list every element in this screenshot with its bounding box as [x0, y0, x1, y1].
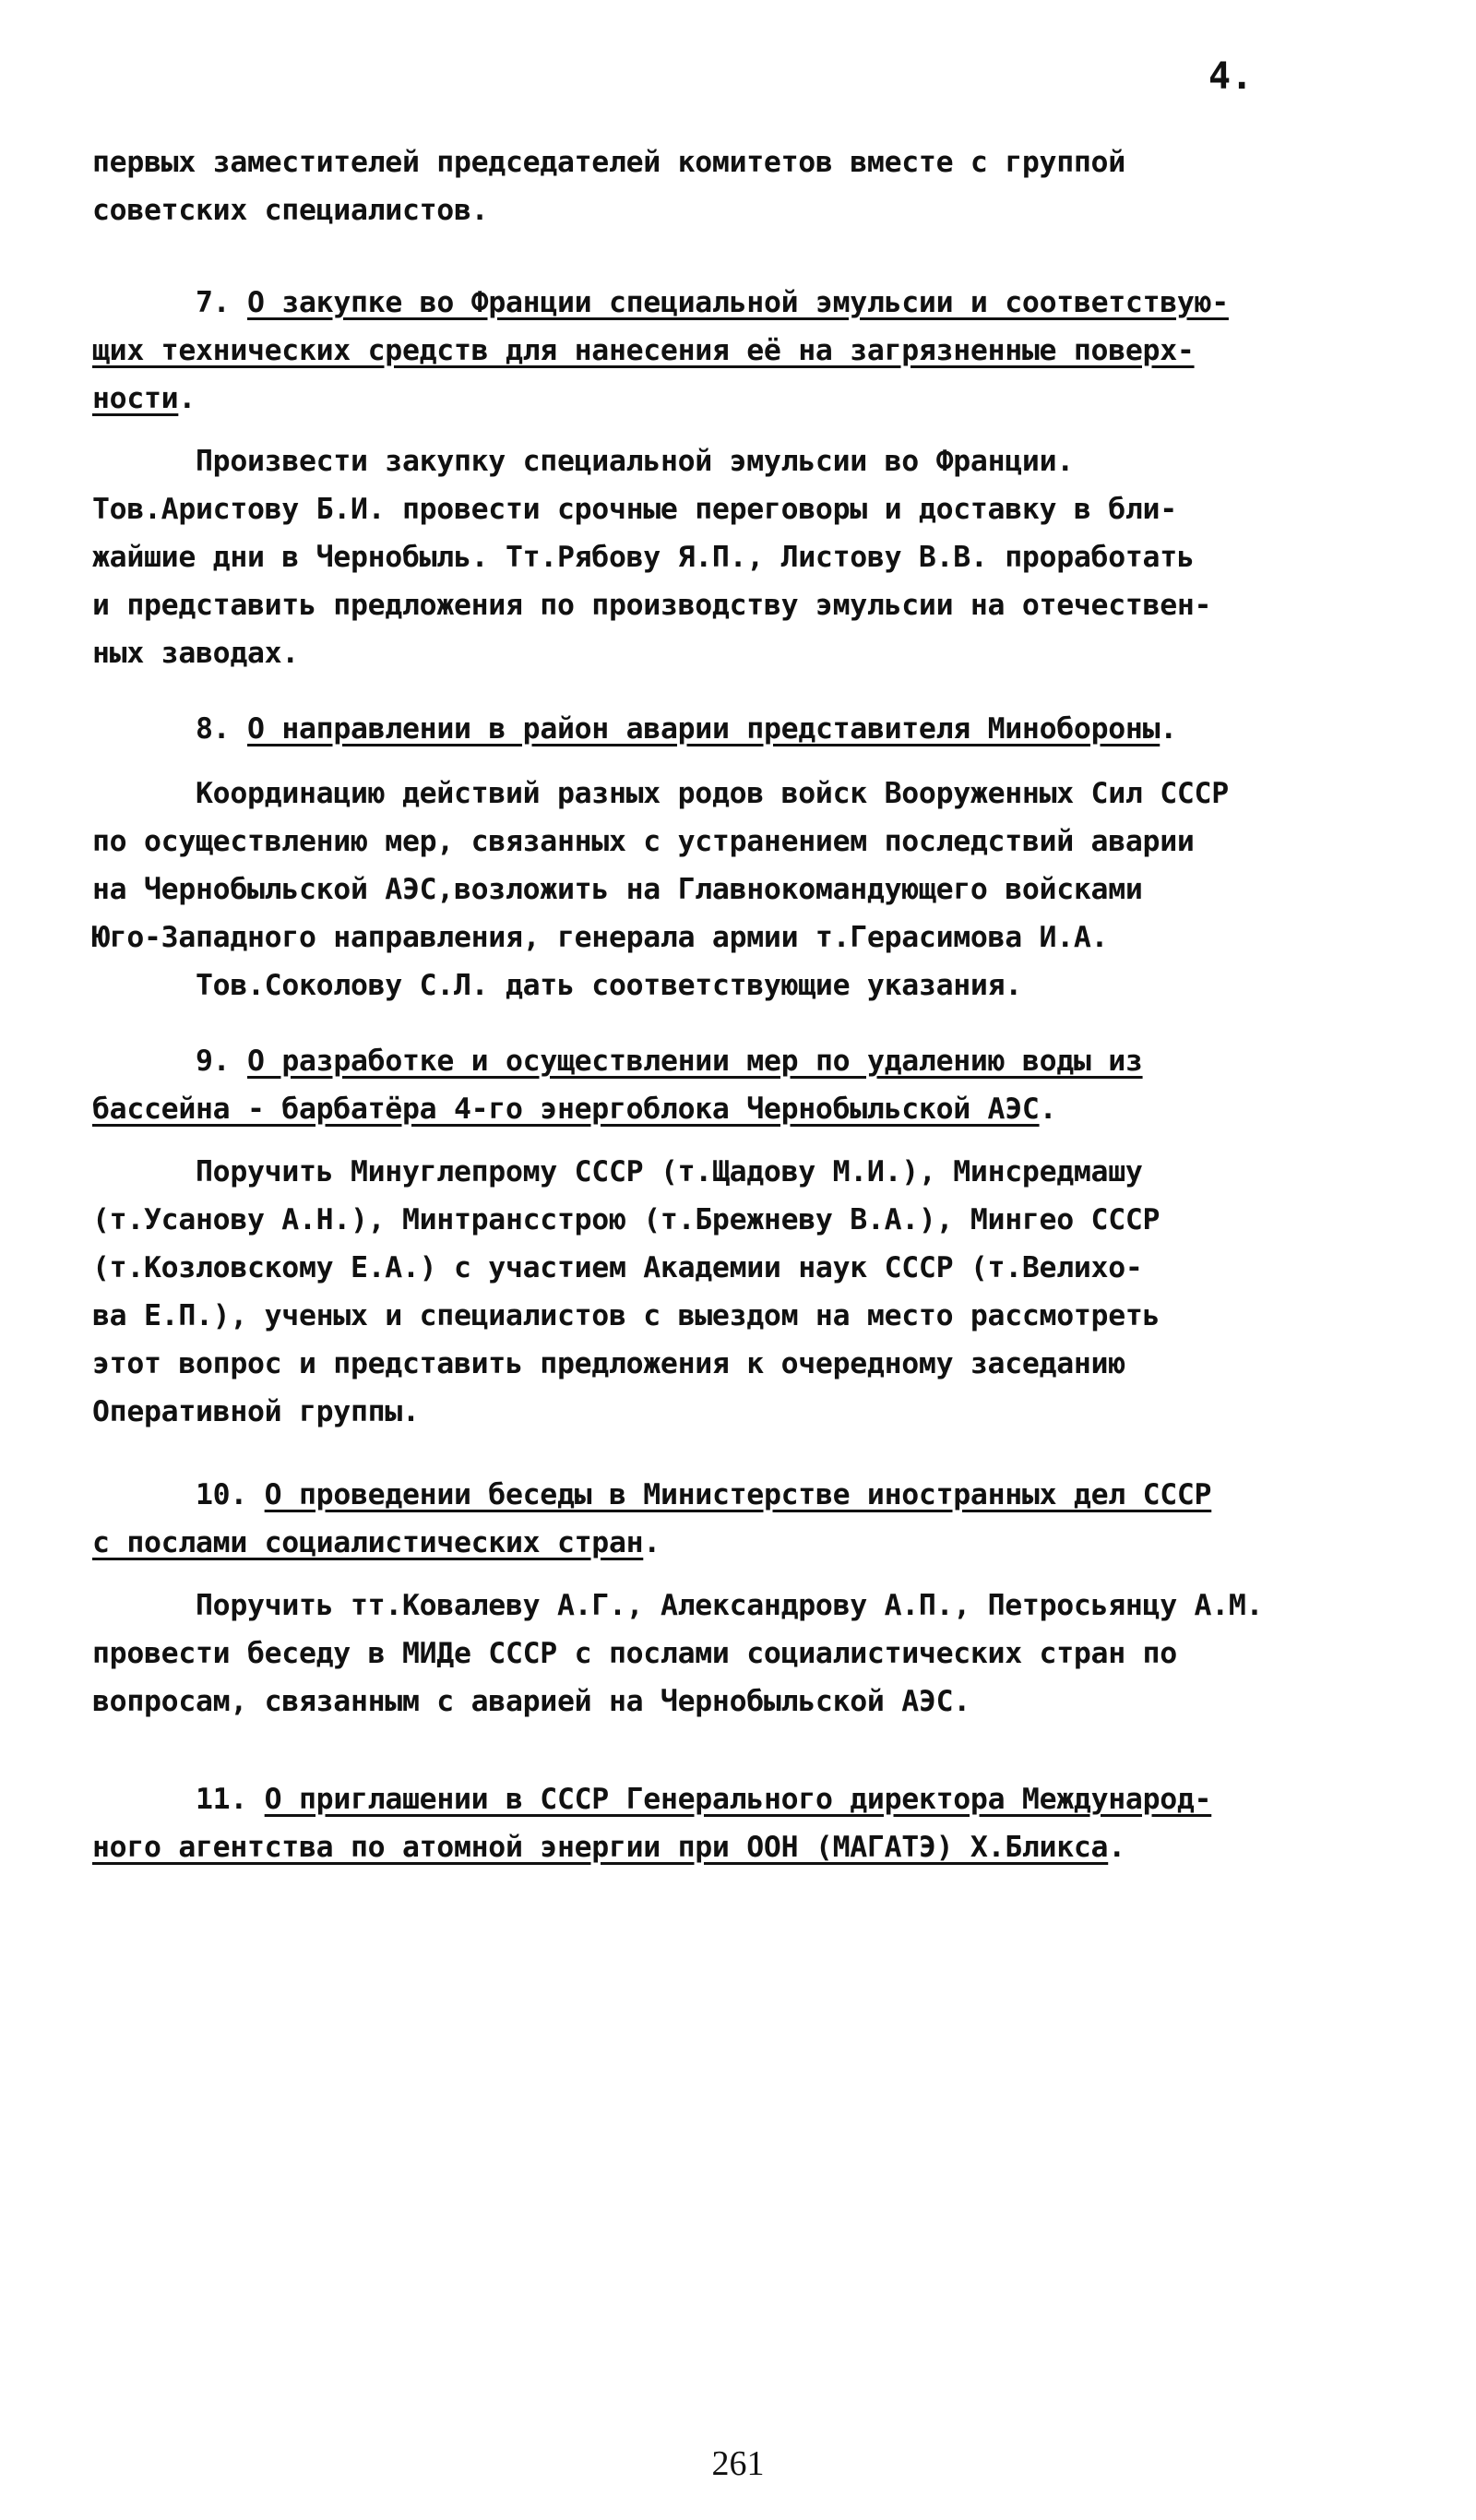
text-line: Тов.Аристову Б.И. провести срочные переговоры и доставку в бли-: [92, 493, 1177, 526]
text-line: этот вопрос и представить предложения к очередному заседанию: [92, 1347, 1125, 1380]
item-number: 7.: [196, 286, 231, 319]
heading-text: О проведении беседы в Министерстве иностранных дел СССР: [264, 1478, 1212, 1511]
text-line: и представить предложения по производству эмульсии на отечествен-: [92, 589, 1212, 622]
page-number: 4.: [1208, 55, 1254, 98]
text-line: Юго-Западного направления, генерала армии т.Герасимова И.А.: [92, 921, 1109, 954]
heading-end: .: [1039, 1093, 1057, 1126]
heading-text: бассейна - барбатёра 4-го энергоблока Чернобыльской АЭС: [92, 1093, 1040, 1126]
heading-text: ного агентства по атомной энергии при ООН (МАГАТЭ) Х.Бликса: [92, 1831, 1109, 1864]
item-number: 11.: [196, 1783, 247, 1816]
text-line: Произвести закупку специальной эмульсии во Франции.: [196, 445, 1074, 478]
item-number: 10.: [196, 1478, 247, 1511]
heading-end: .: [643, 1526, 661, 1559]
text-line: ных заводах.: [92, 637, 299, 670]
intro-paragraph: [92, 138, 1402, 234]
text-line: провести беседу в МИДе СССР с послами социалистических стран по: [92, 1637, 1177, 1670]
footer-page-number: 261: [711, 2444, 765, 2483]
text-line: по осуществлению мер, связанных с устранением последствий аварии: [92, 825, 1195, 858]
text-line: Тов.Соколову С.Л. дать соответствующие указания.: [196, 969, 1022, 1002]
item-9-heading: [92, 1037, 1402, 1133]
text-line: первых заместителей председателей комитетов вместе с группой: [92, 146, 1125, 179]
heading-end: .: [1108, 1831, 1125, 1864]
text-line: Оперативной группы.: [92, 1395, 420, 1428]
text-line: ва Е.П.), ученых и специалистов с выездом на место рассмотреть: [92, 1299, 1161, 1332]
heading-text: ности: [92, 382, 179, 415]
heading-text: О приглашении в СССР Генерального директора Международ-: [264, 1783, 1212, 1816]
heading-text: О направлении в район аварии представителя Минобороны: [247, 712, 1161, 746]
item-8-body: [92, 770, 1402, 1009]
item-10-heading: [92, 1471, 1402, 1567]
text-line: советских специалистов.: [92, 194, 489, 227]
heading-end: .: [178, 382, 196, 415]
item-10-body: [92, 1582, 1402, 1726]
item-number: 8.: [196, 712, 231, 746]
item-number: 9.: [196, 1045, 231, 1078]
text-line: на Чернобыльской АЭС,возложить на Главнокомандующего войсками: [92, 873, 1143, 906]
text-line: вопросам, связанным с аварией на Чернобыльской АЭС.: [92, 1685, 970, 1718]
heading-text: с послами социалистических стран: [92, 1526, 644, 1559]
item-8-heading: [92, 705, 1402, 753]
heading-end: .: [1160, 712, 1177, 746]
item-7-body: [92, 437, 1402, 677]
item-11-heading: [92, 1775, 1402, 1871]
heading-text: О разработке и осуществлении мер по удалению воды из: [247, 1045, 1143, 1078]
heading-text: О закупке во Франции специальной эмульсии и соответствую-: [247, 286, 1229, 319]
text-line: Поручить тт.Ковалеву А.Г., Александрову А.П., Петросьянцу А.М.: [196, 1589, 1264, 1622]
heading-text: щих технических средств для нанесения её на загрязненные поверх-: [92, 334, 1195, 367]
text-line: (т.Козловскому Е.А.) с участием Академии наук СССР (т.Велихо-: [92, 1251, 1143, 1284]
item-9-body: [92, 1148, 1402, 1436]
text-line: (т.Усанову А.Н.), Минтрансстрою (т.Брежневу В.А.), Мингео СССР: [92, 1203, 1161, 1236]
text-line: Координацию действий разных родов войск Вооруженных Сил СССР: [196, 777, 1229, 810]
item-7-heading: [92, 279, 1402, 423]
text-line: Поручить Минуглепрому СССР (т.Щадову М.И.), Минсредмашу: [196, 1155, 1143, 1188]
text-line: жайшие дни в Чернобыль. Тт.Рябову Я.П., Листову В.В. проработать: [92, 541, 1195, 574]
